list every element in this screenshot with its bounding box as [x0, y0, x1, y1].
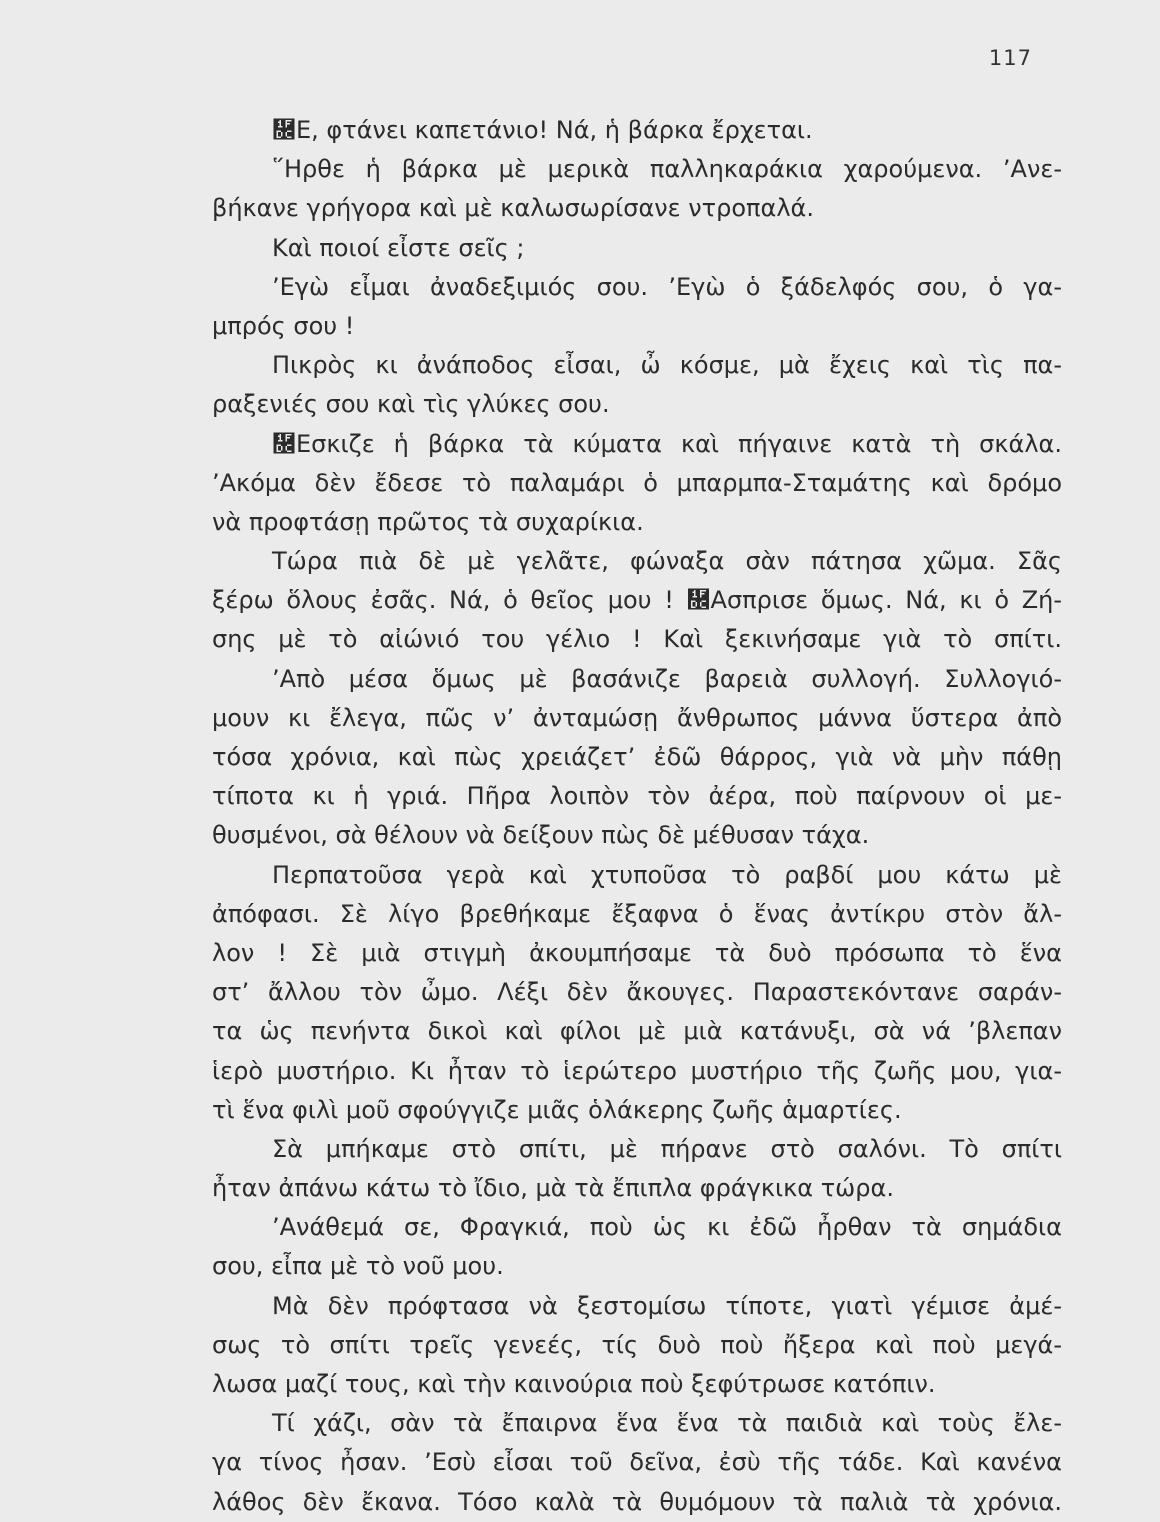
text-line: τόσα χρόνια, καὶ πὼς χρειάζετ’ ἐδῶ θάρρος, γιὰ νὰ μὴν πάθῃ: [212, 743, 1062, 771]
text-line: βήκανε γρήγορα καὶ μὲ καλωσωρίσανε ντροπαλά.: [212, 194, 814, 223]
text-line: ’Ανάθεμά σε, Φραγκιά, ποὺ ὡς κι ἐδῶ ἦρθαν τὰ σημάδια: [272, 1213, 1062, 1242]
text-line: ’Απὸ μέσα ὅμως μὲ βασάνιζε βαρειὰ συλλογή. Συλλογιό-: [272, 664, 1062, 693]
text-line: λον ! Σὲ μιὰ στιγμὴ ἀκουμπήσαμε τὰ δυὸ πρόσωπα τὸ ἕνα: [212, 938, 1062, 967]
text-line: τίποτα κι ἡ γριά. Πῆρα λοιπὸν τὸν ἀέρα, ποὺ παίρνουν οἱ με-: [212, 782, 1062, 811]
text-line: σου, εἶπα μὲ τὸ νοῦ μου.: [212, 1252, 504, 1281]
text-line: Πικρὸς κι ἀνάποδος εἶσαι, ὦ κόσμε, μὰ ἔχεις καὶ τὶς πα-: [272, 351, 1062, 380]
text-line: ῞Ηρθε ἡ βάρκα μὲ μερικὰ παλληκαράκια χαρούμενα. ’Ανε-: [272, 155, 1062, 184]
body-text: [212, 111, 1062, 1522]
text-line: λωσα μαζί τους, καὶ τὴν καινούρια ποὺ ξεφύτρωσε κατόπιν.: [212, 1370, 936, 1398]
text-line: ἀπόφασι. Σὲ λίγο βρεθήκαμε ἔξαφνα ὁ ἕνας ἀντίκρυ στὸν ἄλ-: [212, 899, 1062, 928]
text-line: μουν κι ἔλεγα, πῶς ν’ ἀνταμώσῃ ἄνθρωπος μάννα ὕστερα ἀπὸ: [212, 703, 1062, 732]
text-line: λάθος δὲν ἔκανα. Τόσο καλὰ τὰ θυμόμουν τὰ παλιὰ τὰ χρόνια.: [212, 1487, 1062, 1516]
text-line: Καὶ ποιοί εἶστε σεῖς ;: [272, 233, 525, 262]
text-line: Μὰ δὲν πρόφτασα νὰ ξεστομίσω τίποτε, γιατὶ γέμισε ἀμέ-: [272, 1291, 1062, 1320]
text-line: ἱερὸ μυστήριο. Κι ἦταν τὸ ἱερώτερο μυστήριο τῆς ζωῆς μου, για-: [212, 1056, 1062, 1085]
text-line: ξέρω ὅλους ἐσᾶς. Νά, ὁ θεῖος μου ! ῜Ασπρισε ὅμως. Νά, κι ὁ Ζή-: [212, 586, 1062, 615]
text-line: Τί χάζι, σὰν τὰ ἔπαιρνα ἕνα ἕνα τὰ παιδιὰ καὶ τοὺς ἔλε-: [272, 1409, 1062, 1438]
text-line: σως τὸ σπίτι τρεῖς γενεές, τίς δυὸ ποὺ ἤξερα καὶ ποὺ μεγά-: [212, 1330, 1062, 1359]
text-line: στ’ ἄλλου τὸν ὦμο. Λέξι δὲν ἄκουγες. Παραστεκόντανε σαράν-: [212, 978, 1062, 1007]
text-line: σης μὲ τὸ αἰώνιό του γέλιο ! Καὶ ξεκινήσαμε γιὰ τὸ σπίτι.: [212, 625, 1062, 654]
text-line: ’Ακόμα δὲν ἔδεσε τὸ παλαμάρι ὁ μπαρμπα-Σταμάτης καὶ δρόμο: [212, 468, 1062, 497]
text-line: Τώρα πιὰ δὲ μὲ γελᾶτε, φώναξα σὰν πάτησα χῶμα. Σᾶς: [272, 547, 1062, 576]
text-line: ραξενιές σου καὶ τὶς γλύκες σου.: [212, 390, 610, 419]
text-line: μπρός σου !: [212, 311, 355, 340]
page-number: 117: [988, 46, 1032, 70]
text-line: ’Εγὼ εἶμαι ἀναδεξιμιός σου. ’Εγὼ ὁ ξάδελφός σου, ὁ γα-: [272, 272, 1062, 301]
text-line: τὶ ἕνα φιλὶ μοῦ σφούγγιζε μιᾶς ὁλάκερης ζωῆς ἁμαρτίες.: [212, 1095, 902, 1124]
text-line: γα τίνος ἦσαν. ’Εσὺ εἶσαι τοῦ δεῖνα, ἐσὺ τῆς τάδε. Καὶ κανένα: [212, 1448, 1062, 1477]
text-line: Περπατοῦσα γερὰ καὶ χτυποῦσα τὸ ραβδί μου κάτω μὲ: [272, 860, 1062, 889]
text-line: ῜Εσκιζε ἡ βάρκα τὰ κύματα καὶ πήγαινε κατὰ τὴ σκάλα.: [272, 429, 1062, 458]
text-line: Σὰ μπήκαμε στὸ σπίτι, μὲ πήρανε στὸ σαλόνι. Τὸ σπίτι: [272, 1134, 1062, 1163]
text-line: ῜Ε, φτάνει καπετάνιο! Νά, ἡ βάρκα ἔρχεται.: [272, 116, 813, 144]
text-line: τα ὡς πενήντα δικοὶ καὶ φίλοι μὲ μιὰ κατάνυξι, σὰ νά ’βλεπαν: [212, 1017, 1062, 1046]
text-line: ἦταν ἀπάνω κάτω τὸ ἴδιο, μὰ τὰ ἔπιπλα φράγκικα τώρα.: [212, 1174, 894, 1203]
text-line: θυσμένοι, σὰ θέλουν νὰ δείξουν πὼς δὲ μέθυσαν τάχα.: [212, 821, 870, 850]
text-line: νὰ προφτάσῃ πρῶτος τὰ συχαρίκια.: [212, 507, 644, 536]
